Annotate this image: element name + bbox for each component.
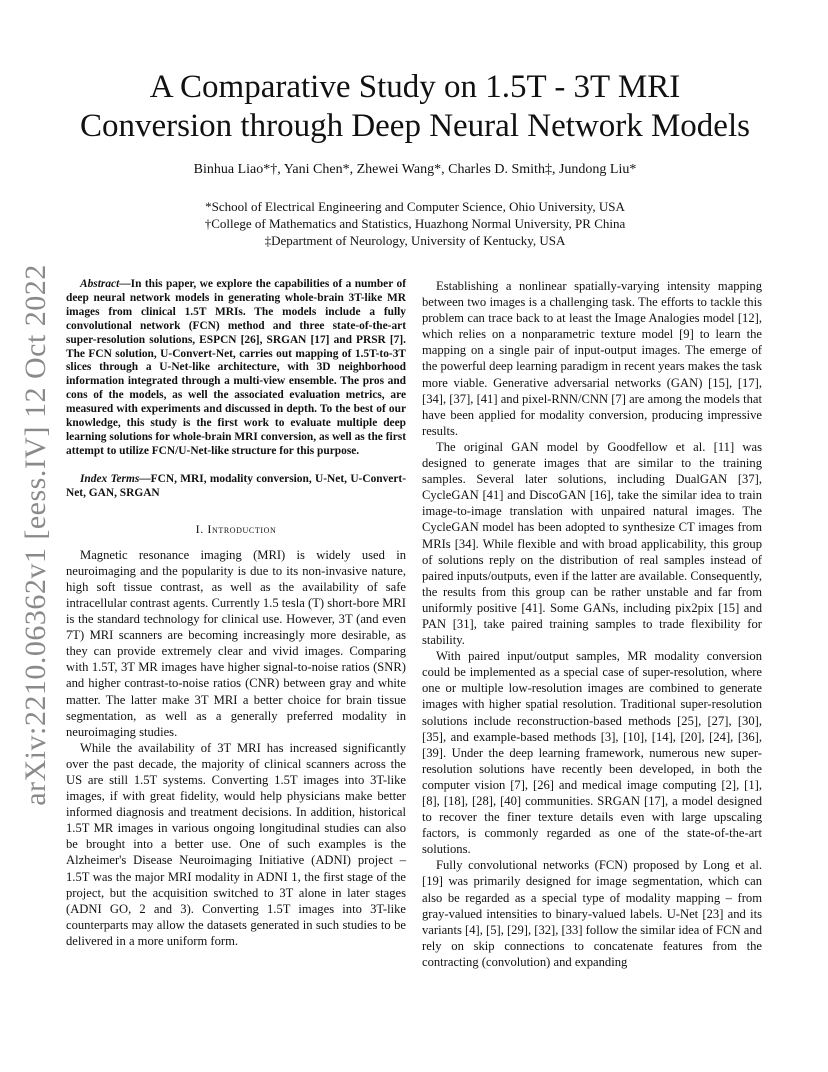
section-heading: I. Introduction [195, 521, 277, 536]
left-column [66, 278, 406, 949]
arxiv-id: arXiv:2210.06362v1 [eess.IV] 12 Oct 2022 [19, 264, 53, 806]
paragraph: With paired input/output samples, MR modality conversion could be implemented as a special case of super-resolution, where one or multiple low-resolution images are combined to generate images with higher spatial resolution. Traditional super-resolution solutions include reconstruction-based methods [25], [27], [30], [35], and example-based methods [3], [10], [14], [20], [24], [36], [39]. Under the deep learning framework, numerous new super-resolution solutions have recently been developed, in both the computer vision [7], [26] and medical image computing [2], [1], [8], [18], [28], [40] communities. SRGAN [17], a model designed to recover the finer texture details even with large upscaling factors, is commonly regarded as one of the state-of-the-art solutions. [422, 649, 762, 857]
paragraph: Magnetic resonance imaging (MRI) is widely used in neuroimaging and the popularity is due to its non-invasive nature, high soft tissue contrast, as well as the availability of safe intracellular contrast agents. Currently 1.5 tesla (T) short-bore MRI is the standard technology for clinical use. However, 3T (and even 7T) MRI scanners are becoming increasingly more desirable, as they can provide extremely clear and vivid images. Comparing with 1.5T, 3T MR images have higher signal-to-noise ratios (SNR) and higher contrast-to-noise ratios (CNR) between gray and white matter. The latter make 3T MRI a better choice for brain tissue segmentation, as well as a generally preferred modality in neuroimaging studies. [66, 547, 406, 739]
abstract-label: Abstract [80, 278, 120, 290]
arxiv-stamp [12, 264, 60, 806]
title-line-1: A Comparative Study on 1.5T - 3T MRI [149, 69, 681, 105]
index-terms-text: —FCN, MRI, modality conversion, U-Net, U-Convert-Net, GAN, SRGAN [66, 472, 407, 499]
affiliation-2: †College of Mathematics and Statistics, Huazhong Normal University, PR China [204, 216, 626, 231]
abstract-text: —In this paper, we explore the capabilities of a number of deep neural network models in generating whole-brain 3T-like MR images from clinical 1.5T MRIs. The models include a fully convolutional network (FCN) method and three state-of-the-art super-resolution solutions, ESPCN [26], SRGAN [17] and PRSR [7]. The FCN solution, U-Convert-Net, carries out mapping of 1.5T-to-3T slices through a U-Net-like architecture, with 3D neighborhood information integrated through a multi-view ensemble. The pros and cons of the models, as well the associated evaluation metrics, are measured with experiments and discussed in depth. To the best of our knowledge, this study is the first work to evaluate multiple deep learning solutions for whole-brain MRI conversion, as well as the first attempt to utilize FCN/U-Net-like structure for this purpose. [66, 278, 406, 457]
affiliations [60, 198, 770, 249]
index-terms [66, 473, 406, 501]
abstract [66, 278, 406, 459]
author-list: Binhua Liao*†, Yani Chen*, Zhewei Wang*, Charles D. Smith‡, Jundong Liu* [193, 162, 637, 177]
title-line-2: Conversion through Deep Neural Network Models [80, 108, 750, 144]
paragraph: Establishing a nonlinear spatially-varying intensity mapping between two images is a challenging task. The efforts to tackle this problem can trace back to at least the Image Analogies model [12], which relies on a nonparametric texture model [9] to learn the mapping on a single pair of input-output images. The emerge of the powerful deep learning paradigm in recent years makes the task more viable. Generative adversarial networks (GAN) [15], [17], [34], [37], [41] and pixel-RNN/CNN [7] are among the models that have been applied for modality conversion, producing impressive results. [422, 279, 762, 438]
right-column [422, 278, 762, 970]
paragraph: Fully convolutional networks (FCN) proposed by Long et al. [19] was primarily designed for image segmentation, which can also be regarded as a special type of modality mapping – from gray-valued intensities to binary-valued labels. U-Net [23] and its variants [4], [5], [29], [32], [33] follow the similar idea of FCN and rely on skip connections to concatenate features from the contracting (convolution) and expanding [422, 858, 762, 969]
affiliation-3: ‡Department of Neurology, University of Kentucky, USA [264, 233, 566, 248]
paper-title [60, 68, 770, 146]
affiliation-1: *School of Electrical Engineering and Computer Science, Ohio University, USA [205, 199, 625, 214]
paragraph: While the availability of 3T MRI has increased significantly over the past decade, the majority of clinical scanners across the US are still 1.5T systems. Converting 1.5T images into 3T-like images, if with great fidelity, would help physicians make better informed diagnosis and treatment decisions. In addition, historical 1.5T MR images in various ongoing longitudinal studies can also be brought into a better use. One of such examples is the Alzheimer's Disease Neuroimaging Initiative (ADNI) project – 1.5T was the major MRI modality in ADNI 1, the first stage of the project, but the acquisition switched to 3T alone in later stages (ADNI GO, 2 and 3). Converting 1.5T images into 3T-like counterparts may allow the datasets generated in such studies to be delivered in a more uniform form. [66, 740, 406, 948]
index-terms-label: Index Terms [80, 472, 140, 485]
paragraph: The original GAN model by Goodfellow et al. [11] was designed to generate images that are similar to the training samples. Several later solutions, including DualGAN [37], CycleGAN [41] and DiscoGAN [16], take the similar idea to train image-to-image translation with unpaired natural images. The CycleGAN model has been adopted to synthesize CT images from MRIs [34]. While flexible and with broad applicability, this group of solutions reply on the distribution of real samples instead of paired inputs/outputs, even if the latter are available. Consequently, the results from this group can be rather unstable and far from uniformly positive [41]. Some GANs, including pix2pix [15] and PAN [31], take paired training samples to trade flexibility for stability. [422, 439, 762, 648]
